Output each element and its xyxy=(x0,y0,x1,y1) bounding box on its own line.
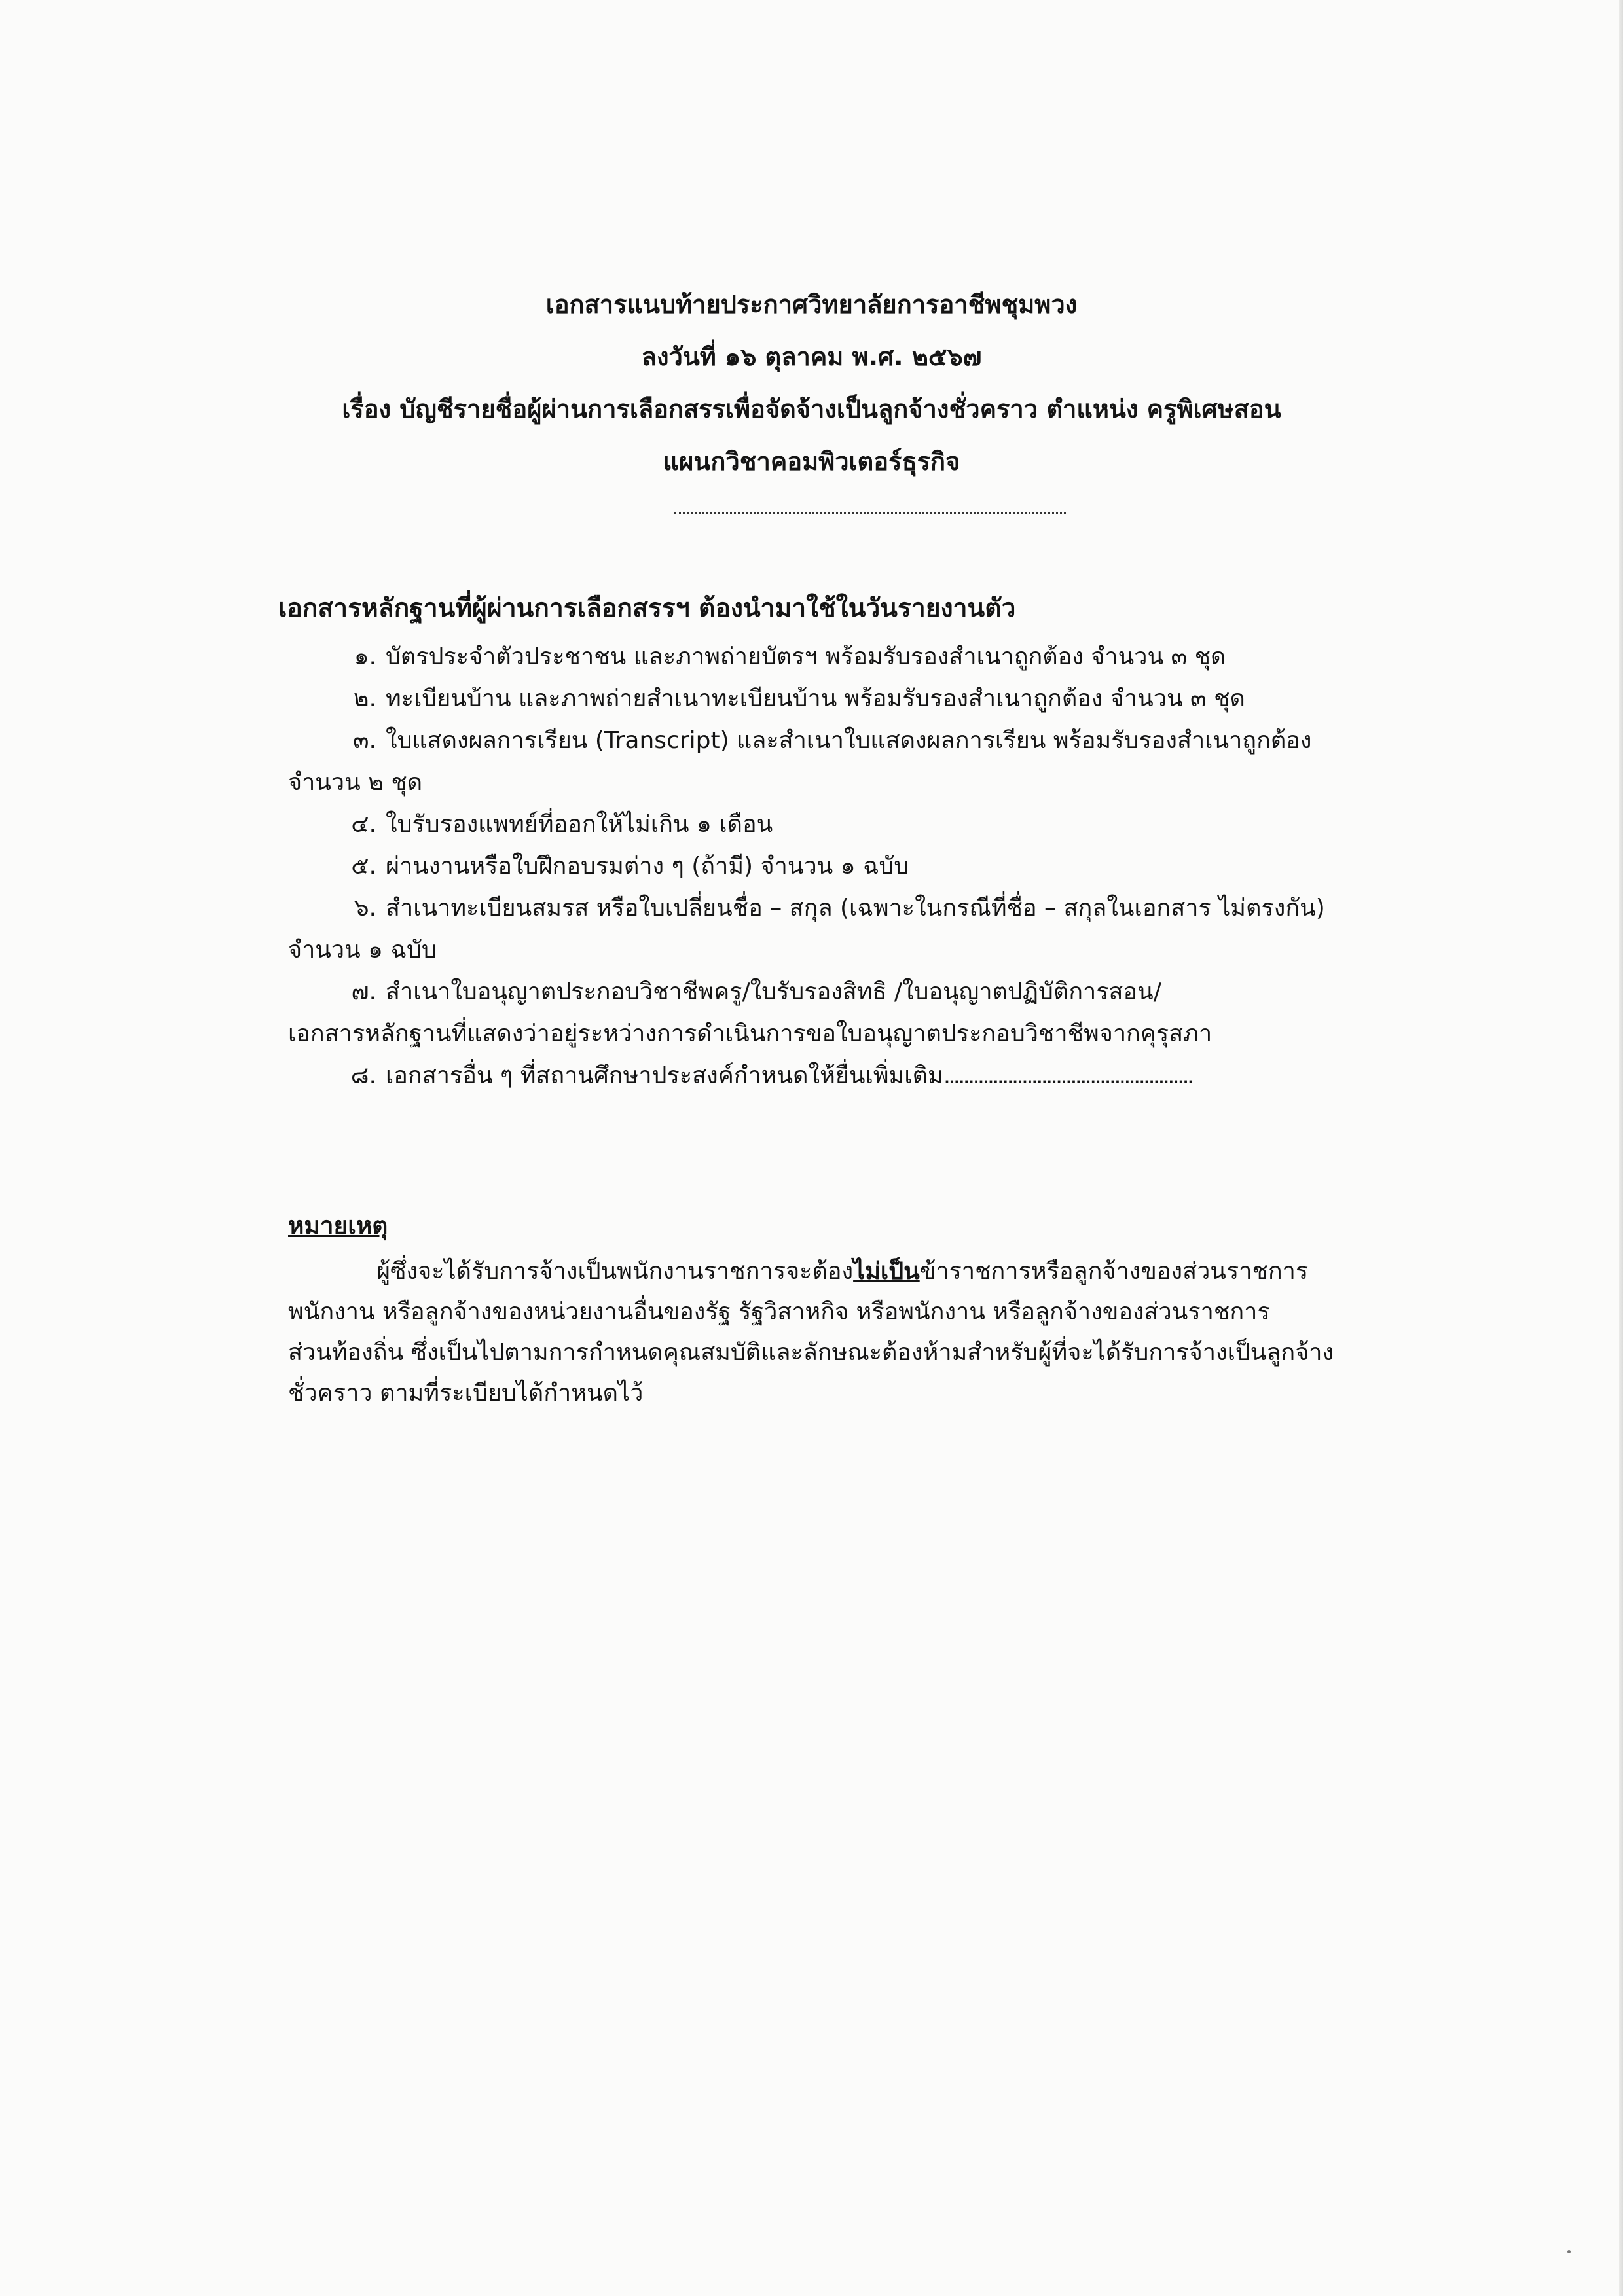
document-item-number: ๒. xyxy=(353,685,376,712)
fill-in-dotted-line: ................................................... xyxy=(943,1062,1192,1089)
document-item-text: ทะเบียนบ้าน และภาพถ่ายสำเนาทะเบียนบ้าน พร้อมรับรองสำเนาถูกต้อง จำนวน ๓ ชุด xyxy=(386,685,1245,712)
document-item-text: ใบรับรองแพทย์ที่ออกให้ไม่เกิน ๑ เดือน xyxy=(386,811,773,838)
note-body xyxy=(288,1251,1334,1414)
document-item-1 xyxy=(288,636,1453,678)
document-item-number: ๑. xyxy=(354,643,376,670)
document-item-6 xyxy=(288,888,1453,929)
document-item-7 xyxy=(288,971,1453,1013)
note-line-3: ส่วนท้องถิ่น ซึ่งเป็นไปตามการกำหนดคุณสมบัติและลักษณะต้องห้ามสำหรับผู้ที่จะได้รับการจ้างเป็นลูกจ้าง xyxy=(288,1339,1334,1366)
note-line-4: ชั่วคราว ตามที่ระเบียบได้กำหนดไว้ xyxy=(288,1380,644,1407)
document-item-text: เอกสารอื่น ๆ ที่สถานศึกษาประสงค์กำหนดให้ยื่นเพิ่มเติม xyxy=(386,1062,943,1089)
document-item-text: สำเนาทะเบียนสมรส หรือใบเปลี่ยนชื่อ – สกุล (เฉพาะในกรณีที่ชื่อ – สกุลในเอกสาร ไม่ตรงกัน) xyxy=(386,895,1325,922)
header-department: แผนกวิชาคอมพิวเตอร์ธุรกิจ xyxy=(663,447,960,476)
document-item-3-continuation: จำนวน ๒ ชุด xyxy=(288,769,423,796)
document-item-number: ๔. xyxy=(351,811,376,838)
document-header xyxy=(0,278,1623,488)
required-documents-list xyxy=(288,636,1453,1097)
header-date: ลงวันที่ ๑๖ ตุลาคม พ.ศ. ๒๕๖๗ xyxy=(641,342,982,371)
document-item-3 xyxy=(288,720,1453,762)
note-text: ผู้ซึ่งจะได้รับการจ้างเป็นพนักงานราชการจะต้อง xyxy=(376,1258,854,1285)
header-title: เอกสารแนบท้ายประกาศวิทยาลัยการอาชีพชุมพวง xyxy=(545,290,1078,319)
document-item-6-continuation: จำนวน ๑ ฉบับ xyxy=(288,937,437,963)
document-item-number: ๘. xyxy=(350,1062,376,1089)
document-item-number: ๓. xyxy=(352,727,376,754)
document-item-number: ๗. xyxy=(351,978,376,1005)
document-item-7-continuation: เอกสารหลักฐานที่แสดงว่าอยู่ระหว่างการดำเนินการขอใบอนุญาตประกอบวิชาชีพจากคุรุสภา xyxy=(288,1020,1213,1047)
header-dotted-rule xyxy=(674,512,1066,514)
document-item-8 xyxy=(288,1055,1453,1097)
document-item-number: ๖. xyxy=(354,895,376,922)
document-item-text: ใบแสดงผลการเรียน (Transcript) และสำเนาใบแสดงผลการเรียน พร้อมรับรองสำเนาถูกต้อง xyxy=(386,727,1312,754)
document-item-text: บัตรประจำตัวประชาชน และภาพถ่ายบัตรฯ พร้อมรับรองสำเนาถูกต้อง จำนวน ๓ ชุด xyxy=(386,643,1226,670)
note-emphasis: ไม่เป็น xyxy=(853,1258,920,1285)
note-line-1 xyxy=(288,1251,1334,1292)
document-item-2 xyxy=(288,678,1453,720)
note-line-2: พนักงาน หรือลูกจ้างของหน่วยงานอื่นของรัฐ รัฐวิสาหกิจ หรือพนักงาน หรือลูกจ้างของส่วนราชการ xyxy=(288,1299,1270,1325)
document-item-4 xyxy=(288,804,1453,846)
document-item-text: สำเนาใบอนุญาตประกอบวิชาชีพครู/ใบรับรองสิทธิ /ใบอนุญาตปฏิบัติการสอน/ xyxy=(386,978,1161,1005)
document-item-number: ๕. xyxy=(351,853,376,880)
document-item-text: ผ่านงานหรือใบฝึกอบรมต่าง ๆ (ถ้ามี) จำนวน ๑ ฉบับ xyxy=(386,853,909,880)
section-title: เอกสารหลักฐานที่ผู้ผ่านการเลือกสรรฯ ต้องนำมาใช้ในวันรายงานตัว xyxy=(278,594,1016,623)
note-title: หมายเหตุ xyxy=(288,1211,388,1240)
note-text: ข้าราชการหรือลูกจ้างของส่วนราชการ xyxy=(919,1258,1309,1285)
scan-speck xyxy=(1567,2250,1571,2253)
header-subject: เรื่อง บัญชีรายชื่อผู้ผ่านการเลือกสรรเพื่อจัดจ้างเป็นลูกจ้างชั่วคราว ตำแหน่ง ครูพิเศษสอน xyxy=(342,395,1281,423)
document-item-5 xyxy=(288,846,1453,888)
